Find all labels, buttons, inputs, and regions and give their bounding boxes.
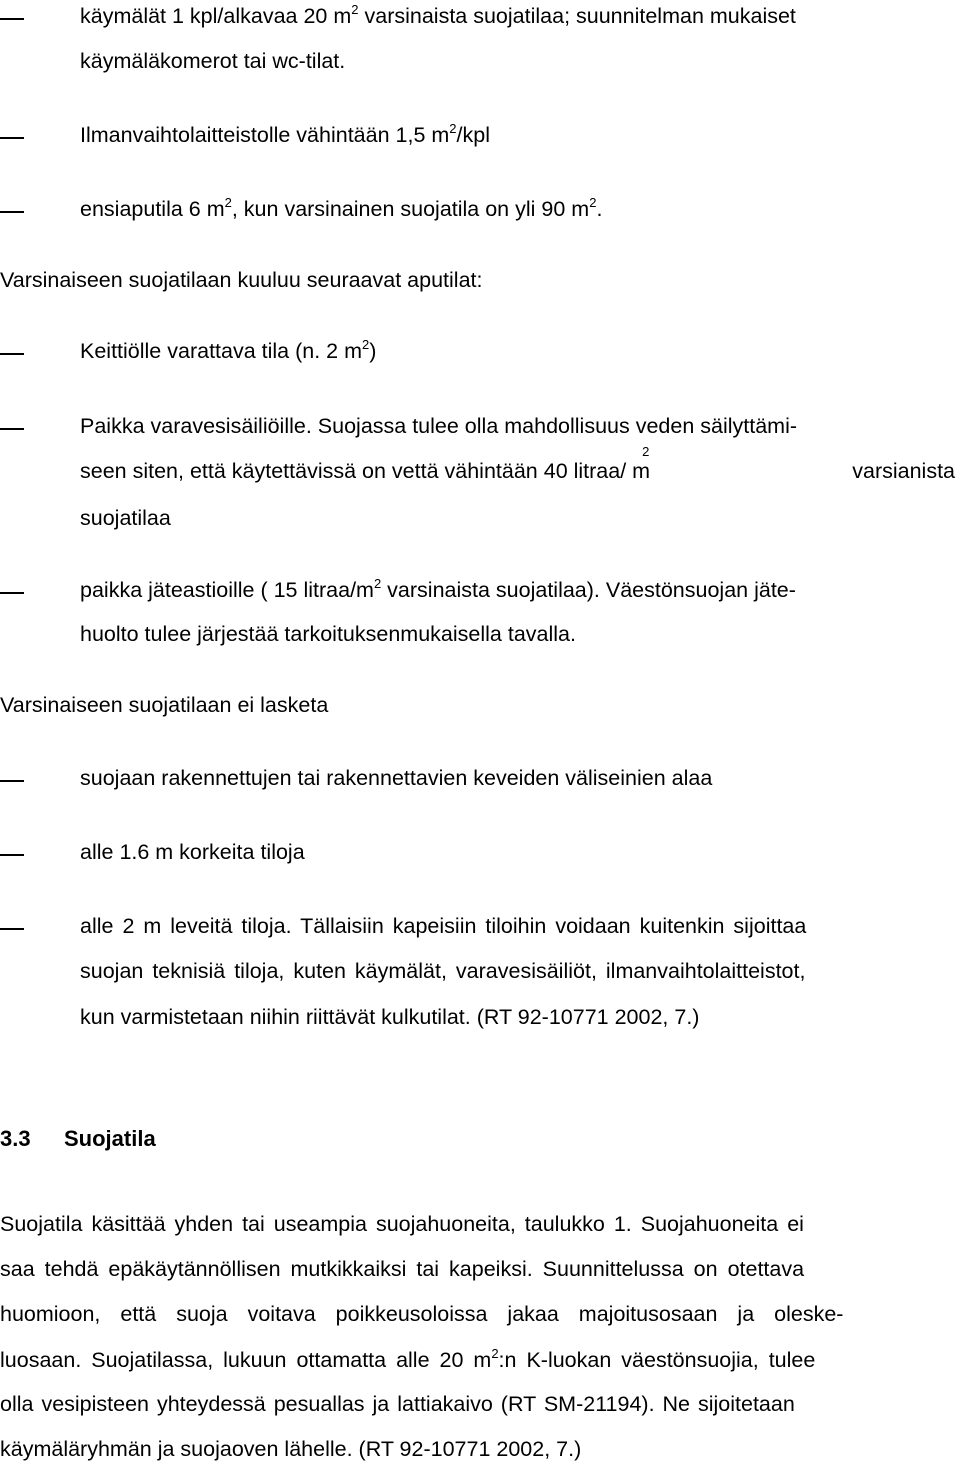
paragraph-line: olla vesipisteen yhteydessä pesuallas ja lattiakaivo (RT SM-21194). Ne sijoitetaan	[0, 1392, 795, 1416]
list-item: alle 1.6 m korkeita tiloja	[0, 842, 960, 866]
paragraph-line: huomioon, että suoja voitava poikkeusoloissa jakaa majoitusosaan ja oleske-	[0, 1302, 844, 1326]
paragraph-line: Suojatila käsittää yhden tai useampia suojahuoneita, taulukko 1. Suojahuoneita ei	[0, 1212, 804, 1236]
list-item: Keittiölle varattava tila (n. 2 $m^2$)	[0, 341, 960, 365]
list-item: suojaan rakennettujen tai rakennettavien keveiden väliseinien alaa	[0, 768, 960, 792]
paragraph-line: luosaan. Suojatilassa, lukuun ottamatta alle 20 $m^2:n$ K-luokan väestönsuojia, tulee	[0, 1346, 816, 1372]
list-item-continuation: seen siten, että käytettävissä on vettä vähintään 40 litraa/ m $^2$ varsianista	[80, 444, 955, 483]
list-item: paikka jäteastioille ( 15 litraa/$m^2$ varsinaista suojatilaa). Väestönsuojan jäte-	[0, 580, 960, 604]
dash-bullet-icon	[0, 137, 24, 139]
document-page: käymälät 1 kpl/alkavaa 20 $m^2$ varsinaista suojatilaa; suunnitelman mukaiset käymäläkomerot tai wc-tilat. Ilmanvaihtolaitteistolle vähintään 1,5 $m^2$/kpl ensiaputila 6 $m^2$, kun varsinainen suojatila on yli 90 $m^2$. Varsinaiseen suojatilaan kuuluu seuraavat aputilat: Keittiölle varattava tila (n. 2 $m^2$) Paikka varavesisäiliöille. Suojassa tulee olla mahdollisuus veden säilyttämi- seen siten, että käytettävissä on vettä vähintään 40 litraa/ m $^2$ varsianista suojatilaa paikka jäteastioille ( 15 litraa/$m^2$ varsinaista suojatilaa). Väestönsuojan jäte- huolto tulee järjestää tarkoituksenmukaisella tavalla. Varsinaiseen suojatilaan ei lasketa suojaan rakennettujen tai rakennettavien keveiden väliseinien alaa alle 1.6 m korkeita tiloja alle 2 m leveitä tiloja. Tällaisiin kapeisiin tiloihin voidaan kuitenkin sijoittaa suojan teknisiä tiloja, kuten käymälät, varavesisäiliöt, ilmanvaihtolaitteistot, kun varmistetaan niihin riittävät kulkutilat. (RT 92-10771 2002, 7.) 3.3 Suojatila Suojatila käsittää yhden tai useampia suojahuoneita, taulukko 1. Suojahuoneita ei saa tehdä epäkäytännöllisen mutkikkaiksi tai kapeiksi. Suunnittelussa on otettava huomioon, että suoja voitava poikkeusoloissa jakaa majoitusosaan ja oleske- luosaan. Suojatilassa, lukuun ottamatta alle 20 $m^2:n$ K-luokan väestönsuojia, tulee olla vesipisteen yhteydessä pesuallas ja lattiakaivo (RT SM-21194). Ne sijoitetaan käymäläryhmän ja suojaoven lähelle. (RT 92-10771 2002, 7.)	[0, 0, 960, 1467]
dash-bullet-icon	[0, 854, 24, 856]
list-item: käymälät 1 kpl/alkavaa 20 $m^2$ varsinaista suojatilaa; suunnitelman mukaiset	[0, 6, 960, 30]
dash-bullet-icon	[0, 928, 24, 930]
dash-bullet-icon	[0, 592, 24, 594]
dash-bullet-icon	[0, 18, 24, 20]
dash-bullet-icon	[0, 211, 24, 213]
paragraph-line: saa tehdä epäkäytännöllisen mutkikkaiksi tai kapeiksi. Suunnittelussa on otettava	[0, 1257, 805, 1281]
dash-bullet-icon	[0, 780, 24, 782]
list-item-continuation: suojan teknisiä tiloja, kuten käymälät, varavesisäiliöt, ilmanvaihtolaitteistot,	[80, 959, 806, 983]
list-item: Ilmanvaihtolaitteistolle vähintään 1,5 $m^2$/kpl	[0, 125, 960, 149]
list-item: Paikka varavesisäiliöille. Suojassa tulee olla mahdollisuus veden säilyttämi-	[0, 416, 960, 440]
list-item-text: alle 2 m leveitä tiloja. Tällaisiin kapeisiin tiloihin voidaan kuitenkin sijoittaa	[80, 914, 807, 938]
dash-bullet-icon	[0, 353, 24, 355]
list-item: ensiaputila 6 $m^2$, kun varsinainen suojatila on yli 90 $m^2$.	[0, 199, 960, 223]
dash-bullet-icon	[0, 428, 24, 430]
paragraph-line: käymäläryhmän ja suojaoven lähelle. (RT 92-10771 2002, 7.)	[0, 1437, 582, 1461]
